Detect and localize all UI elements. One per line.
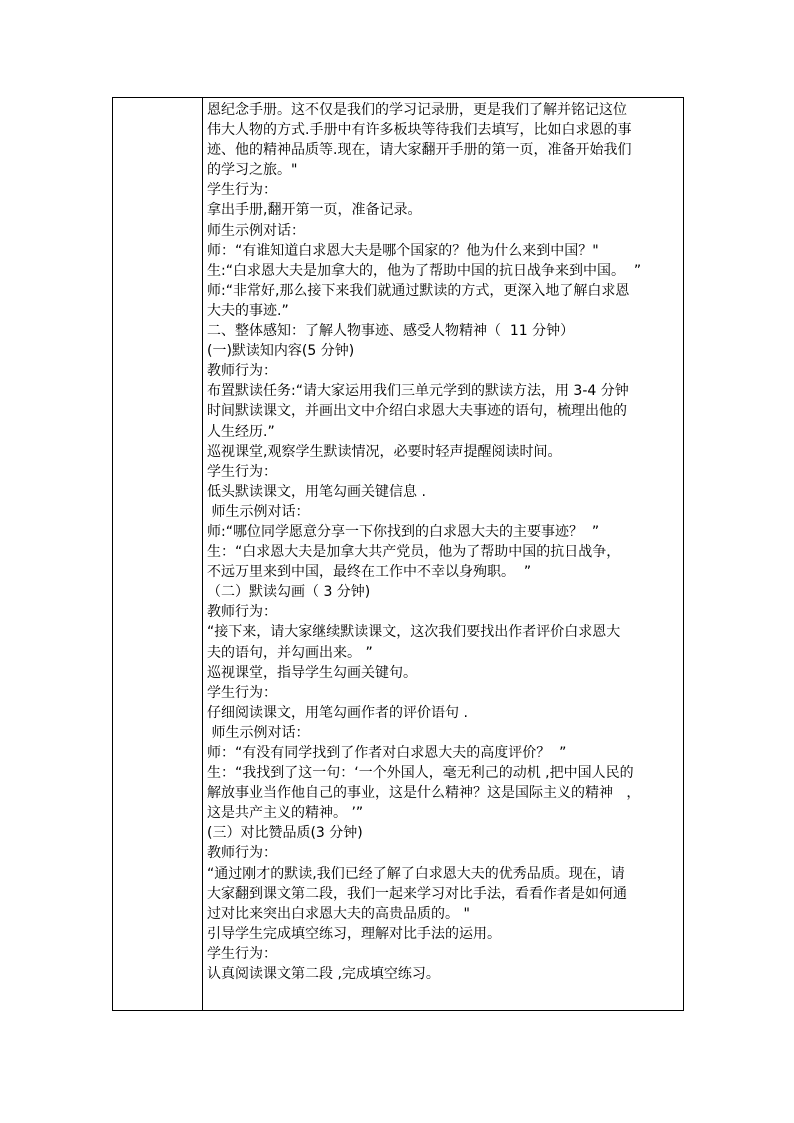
text-line: 过对比来突出白求恩大夫的高贵品质的。 " — [207, 905, 470, 922]
text-line: 学生行为： — [207, 182, 277, 199]
text-line: 学生行为： — [207, 945, 277, 962]
text-line: 不远万里来到中国，最终在工作中不幸以身殉职。 ” — [207, 564, 532, 581]
text-line: 仔细阅读课文，用笔勾画作者的评价语句 . — [207, 704, 468, 721]
text-line: 大家翻到课文第二段，我们一起来学习对比手法，看看作者是如何通 — [207, 885, 627, 902]
text-line: 师：“有没有同学找到了作者对白求恩大夫的高度评价？ ” — [207, 745, 567, 761]
text-line: 教师行为： — [207, 604, 277, 621]
text-line: 拿出手册,翻开第一页，准备记录。 — [207, 202, 422, 219]
text-line: 师：“有谁知道白求恩大夫是哪个国家的？他为什么来到中国？" — [207, 242, 599, 259]
text-line: 师生示例对话： — [207, 222, 305, 239]
text-line: (一)默读知内容(5 分钟) — [207, 343, 355, 360]
text-line: 布置默读任务:“请大家运用我们三单元学到的默读方法，用 3-4 分钟 — [207, 383, 629, 400]
text-line: 教师行为： — [207, 363, 277, 380]
right-column-cell — [203, 98, 684, 1011]
text-line: 二、整体感知：了解人物事迹、感受人物精神（ 11 分钟） — [207, 323, 575, 340]
table-row — [113, 98, 684, 1011]
text-line: 学生行为： — [207, 684, 277, 701]
text-line: 师生示例对话： — [207, 503, 310, 520]
text-line: 认真阅读课文第二段 ,完成填空练习。 — [207, 966, 440, 983]
text-line: 恩纪念手册。这不仅是我们的学习记录册，更是我们了解并铭记这位 — [207, 102, 627, 118]
text-line: 时间默读课文，并画出文中介绍白求恩大夫事迹的语句，梳理出他的 — [207, 403, 627, 420]
text-line: 夫的语句，并勾画出来。 ” — [207, 644, 373, 661]
text-line: 师生示例对话： — [207, 724, 310, 741]
text-line: 师:“哪位同学愿意分享一下你找到的白求恩大夫的主要事迹？ ” — [207, 523, 600, 540]
text-line: （二）默读勾画（ 3 分钟) — [207, 584, 371, 601]
text-line: 伟大人物的方式.手册中有许多板块等待我们去填写，比如白求恩的事 — [207, 122, 632, 139]
lesson-plan-table — [112, 97, 684, 1011]
text-line: 师:“非常好,那么接下来我们就通过默读的方式，更深入地了解白求恩 — [207, 282, 630, 299]
text-line: 巡视课堂,观察学生默读情况，必要时轻声提醒阅读时间。 — [207, 443, 562, 460]
text-line: “接下来，请大家继续默读课文，这次我们要找出作者评价白求恩大 — [207, 624, 621, 641]
left-column-cell — [113, 98, 203, 1011]
text-line: 巡视课堂，指导学生勾画关键句。 — [207, 664, 417, 681]
text-line: 生：“白求恩大夫是加拿大共产党员，他为了帮助中国的抗日战争， — [207, 544, 621, 561]
text-line: (三）对比赞品质(3 分钟) — [207, 825, 363, 842]
text-line: 的学习之旅。" — [207, 162, 298, 179]
text-line: 学生行为： — [207, 463, 277, 480]
text-line: 迹、他的精神品质等.现在，请大家翻开手册的第一页，准备开始我们 — [207, 142, 632, 159]
text-line: 教师行为： — [207, 845, 277, 862]
text-line: 低头默读课文，用笔勾画关键信息 . — [207, 483, 426, 500]
lesson-content — [203, 98, 683, 984]
text-line: 这是共产主义的精神。 ’” — [207, 805, 364, 822]
text-line: 生：“我找到了这一句：‘一个外国人，毫无利己的动机 ,把中国人民的 — [207, 765, 634, 782]
text-line: 解放事业当作他自己的事业，这是什么精神？这是国际主义的精神 ， — [207, 785, 641, 802]
text-line: 引导学生完成填空练习，理解对比手法的运用。 — [207, 925, 501, 942]
text-line: 大夫的事迹.” — [207, 302, 289, 319]
text-line: 人生经历.” — [207, 423, 275, 440]
text-line: 生:“白求恩大夫是加拿大的，他为了帮助中国的抗日战争来到中国。 ” — [207, 262, 642, 279]
text-line: “通过刚才的默读,我们已经了解了白求恩大夫的优秀品质。现在，请 — [207, 865, 625, 882]
